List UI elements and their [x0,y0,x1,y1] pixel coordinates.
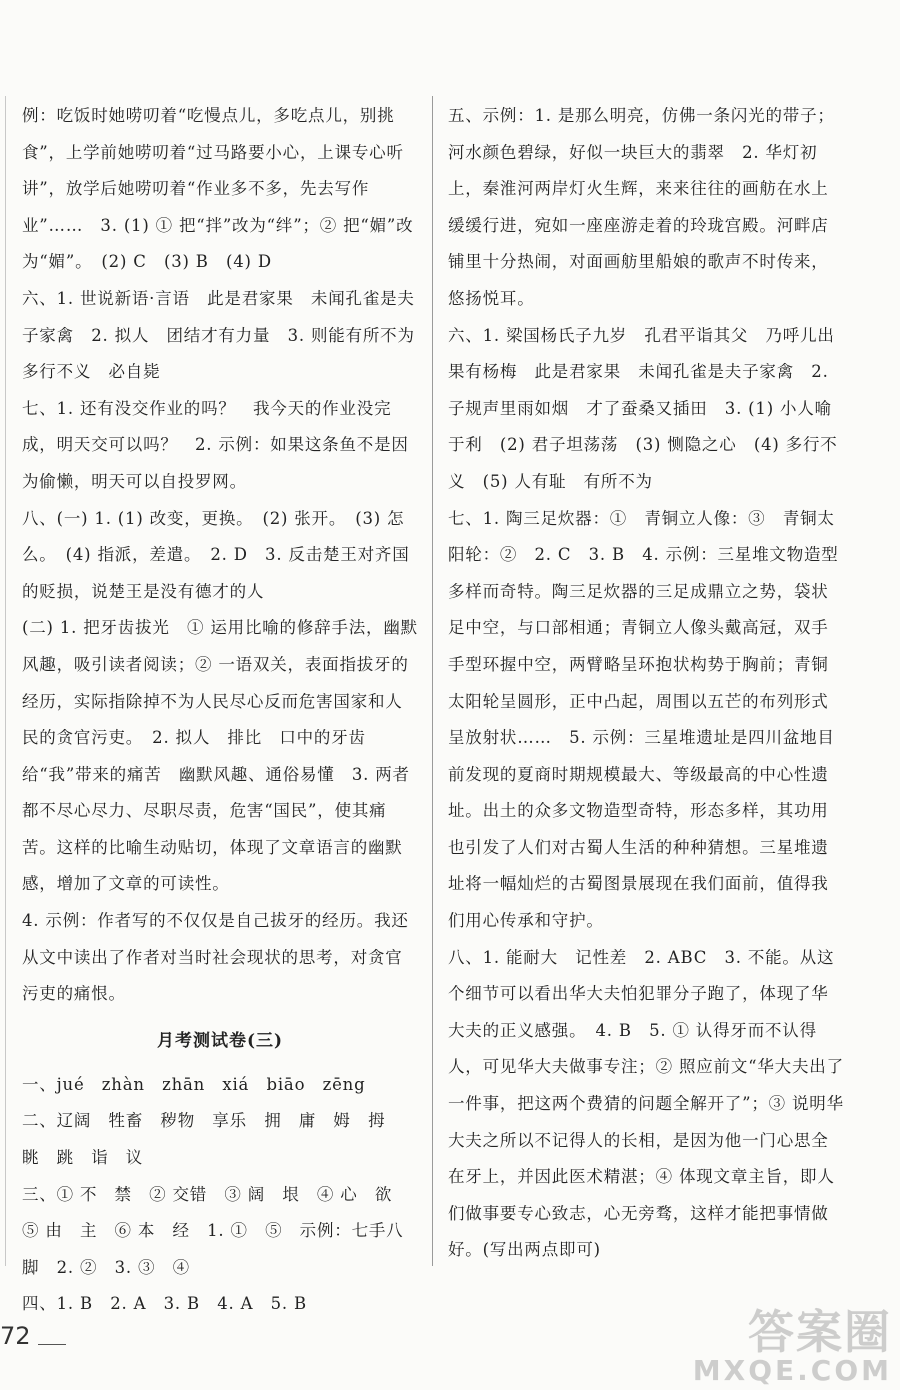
answer-paragraph: 五、示例：1. 是那么明亮，仿佛一条闪光的带子；河水颜色碧绿，好似一块巨大的翡翠 2. 华灯初上，秦淮河两岸灯火生辉，来来往往的画舫在水上缓缓行进，宛如一座座游走着的玲珑宫殿。河畔店铺里十分热闹，对面画舫里船娘的歌声不时传来，悠扬悦耳。 [448,106,835,308]
section-title: 月考测试卷(三) [156,1030,284,1051]
answer-paragraph: 三、① 不 禁 ② 交错 ③ 阔 垠 ④ 心 欲 ⑤ 由 主 ⑥ 本 经 1. ① ⑤ 示例：七手八脚 2. ② 3. ③ ④ [22,1184,410,1277]
answer-paragraph: 4. 示例：作者写的不仅仅是自己拔牙的经历。我还从文中读出了作者对当时社会现状的思考，对贪官污吏的痛恨。 [22,911,409,1004]
answer-paragraph: 二、辽阔 牲畜 秽物 享乐 拥 庸 姆 拇 眺 跳 诣 议 [22,1111,403,1168]
answer-paragraph: 六、1. 梁国杨氏子九岁 孔君平诣其父 乃呼儿出 果有杨梅 此是君家果 未闻孔雀是夫子家禽 2. 子规声里雨如烟 才了蚕桑又插田 3. (1) 小人喻于利 (2) 君子坦荡荡 (3) 恻隐之心 (4) 多行不义 (5) 人有耻 有所不为 [448,325,852,491]
answer-paragraph: 八、(一) 1. (1) 改变，更换。 (2) 张开。 (3) 怎么。 (4) 指派，差遣。 2. D 3. 反击楚王对齐国的贬损，说楚王是没有德才的人 [22,508,410,601]
answer-paragraph: 八、1. 能耐大 记性差 2. ABC 3. 不能。从这个细节可以看出华大夫怕犯罪分子跑了，体现了华大夫的正义感强。 4. B 5. ① 认得牙而不认得人，可见华大夫做事专注；② 照应前文“华大夫出了一件事，把这两个费猜的问题全解开了”；③ 说明华大夫之所以不记得人的长相，是因为他一门心思全在牙上，并因此医术精湛；④ 体现文章主旨，即人们做事要专心致志，心无旁骛，这样才能把事情做好。(写出两点即可) [448,947,844,1260]
watermark-top: 答案圈 [748,1305,892,1359]
page-number-rule [38,1344,66,1345]
page-number: 72 [0,1322,31,1350]
watermark-bottom: MXQE.COM [692,1354,892,1387]
answer-paragraph: 六、1. 世说新语·言语 此是君家果 未闻孔雀是夫子家禽 2. 拟人 团结才有力量 3. 则能有所不为 多行不义 必自毙 [22,288,433,382]
right-column [448,98,852,1269]
answer-paragraph: 七、1. 陶三足炊器：① 青铜立人像：③ 青铜太阳轮：② 2. C 3. B 4. 示例：三星堆文物造型多样而奇特。陶三足炊器的三足成鼎立之势，袋状足中空，与口部相通；青铜立人像头戴高冠，双手手型环握中空，两臂略呈环抱状构势于胸前；青铜太阳轮呈圆形，正中凸起，周围以五芒的布列形式呈放射状…… 5. 示例：三星堆遗址是四川盆地目前发现的夏商时期规模最大、等级最高的中心性遗址。出土的众多文物造型奇特，形态多样，其功用也引发了人们对古蜀人生活的种种猜想。三星堆遗址将一幅灿烂的古蜀图景展现在我们面前，值得我们用心传承和守护。 [448,508,839,931]
answer-paragraph: 一、jué zhàn zhān xiá biāo zēng [22,1074,366,1094]
answer-paragraph: (二) 1. 把牙齿拔光 ① 运用比喻的修辞手法，幽默风趣，吸引读者阅读；② 一语双关，表面指拔牙的经历，实际指除掉不为人民尽心反而危害国家和人民的贪官污吏。 2. 拟人 排比 口中的牙齿给“我”带来的痛苦 幽默风趣、通俗易懂 3. 两者都不尽心尽力、尽职尽责，危害“国民”，使其痛苦。这样的比喻生动贴切，体现了文章语言的幽默感，增加了文章的可读性。 [22,618,418,894]
answer-paragraph: 例：吃饭时她唠叨着“吃慢点儿，多吃点儿，别挑食”，上学前她唠叨着“过马路要小心，上课专心听讲”，放学后她唠叨着“作业多不多，先去写作业”…… 3. (1) ① 把“拌”改为“绊”；② 把“媚”改为“媚”。 (2) C (3) B (4) D [22,106,414,272]
left-margin-line [5,96,6,1266]
answer-paragraph: 四、1. B 2. A 3. B 4. A 5. B [22,1294,307,1314]
left-column [22,98,433,1323]
answer-paragraph: 七、1. 还有没交作业的吗？ 我今天的作业没完成，明天交可以吗？ 2. 示例：如果这条鱼不是因为偷懒，明天可以自投罗网。 [22,398,409,491]
watermark-logo [692,1305,892,1387]
column-divider [432,96,433,1266]
